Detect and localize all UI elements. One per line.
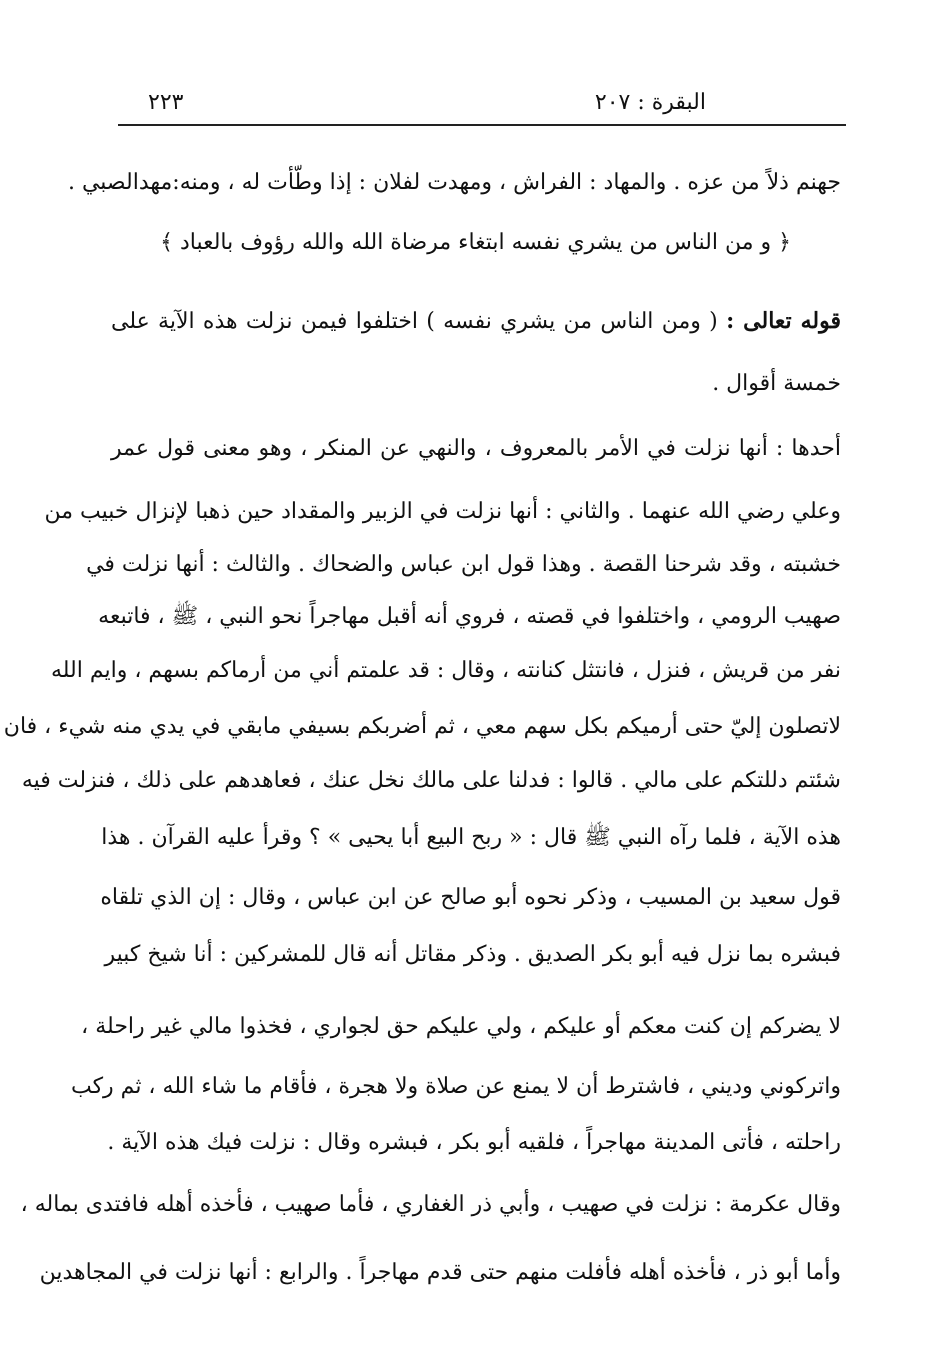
header-rule	[118, 124, 846, 126]
page-number: ٢٢٣	[148, 90, 184, 115]
text-line: نفر من قريش ، فنزل ، فانتثل كنانته ، وقال : قد علمتم أني من أرماكم بسهم ، وايم الله	[50, 658, 841, 683]
text-line: لا يضركم إن كنت معكم أو عليكم ، ولي عليكم حق لجواري ، فخذوا مالي غير راحلة ،	[81, 1014, 841, 1039]
page-header	[118, 78, 844, 124]
text-line: قول سعيد بن المسيب ، وذكر نحوه أبو صالح عن ابن عباس ، وقال : إن الذي تلقاه	[100, 885, 841, 910]
text-line: أحدها : أنها نزلت في الأمر بالمعروف ، والنهي عن المنكر ، وهو معنى قول عمر	[111, 436, 841, 461]
text-line: وقال عكرمة : نزلت في صهيب ، وأبي ذر الغفاري ، فأما صهيب ، فأخذه أهله فافتدى بماله ،	[20, 1192, 841, 1217]
text-line: صهيب الرومي ، واختلفوا في قصته ، فروي أنه أقبل مهاجراً نحو النبي ، ﷺ ، فاتبعه	[98, 604, 841, 629]
text-line: فبشره بما نزل فيه أبو بكر الصديق . وذكر مقاتل أنه قال للمشركين : أنا شيخ كبير	[104, 942, 841, 967]
commentary-intro-line	[111, 306, 841, 337]
running-title: البقرة : ٢٠٧	[594, 90, 706, 115]
text-line: جهنم ذلاً من عزه . والمهاد : الفراش ، ومهدت لفلان : إذا وطّأت له ، ومنه:مهدالصبي .	[67, 170, 841, 195]
text-line: لاتصلون إليّ حتى أرميكم بكل سهم معي ، ثم أضربكم بسيفي مابقي في يدي منه شيء ، فان	[3, 714, 841, 739]
text-line: راحلته ، فأتى المدينة مهاجراً ، فلقيه أبو بكر ، فبشره وقال : نزلت فيك هذه الآية .	[107, 1130, 841, 1155]
text-line: خشبته ، وقد شرحنا القصة . وهذا قول ابن عباس والضحاك . والثالث : أنها نزلت في	[86, 552, 841, 577]
text-line: وأما أبو ذر ، فأخذه أهله فأفلت منهم حتى قدم مهاجراً . والرابع : أنها نزلت في المجاهدين	[39, 1260, 841, 1285]
text-line: خمسة أقوال .	[712, 371, 841, 396]
commentary-text: ( ومن الناس من يشري نفسه ) اختلفوا فيمن نزلت هذه الآية على	[111, 309, 718, 334]
text-line: واتركوني وديني ، فاشترط أن لا يمنع عن صلاة ولا هجرة ، فأقام ما شاء الله ، ثم ركب	[70, 1074, 841, 1099]
quran-verse: ﴿ و من الناس من يشري نفسه ابتغاء مرضاة الله والله رؤوف بالعباد ﴾	[160, 230, 791, 255]
text-line: وعلي رضي الله عنهما . والثاني : أنها نزلت في الزبير والمقداد حين ذهبا لإنزال خبيب من	[44, 499, 841, 524]
commentary-label: قوله تعالى :	[726, 308, 841, 334]
text-line: شئتم دللتكم على مالي . قالوا : فدلنا على مالك نخل عنك ، فعاهدهم على ذلك ، فنزلت فيه	[21, 768, 841, 793]
text-line: هذه الآية ، فلما رآه النبي ﷺ قال : « ربح البيع أبا يحيى » ؟ وقرأ عليه القرآن . هذا	[101, 825, 841, 850]
